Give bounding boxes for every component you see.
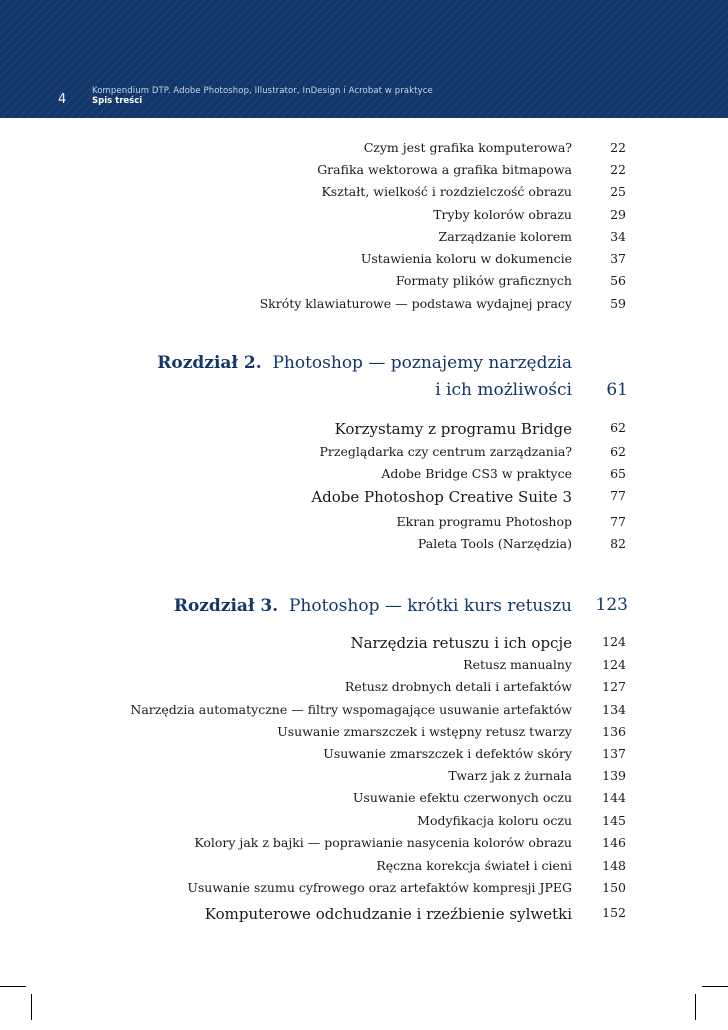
toc-entry — [0, 162, 728, 182]
toc-entry-title: Narzędzia retuszu i ich opcje — [350, 634, 572, 652]
toc-entry-title: Grafika wektorowa a grafika bitmapowa — [317, 162, 572, 177]
toc-entry-title: Kształt, wielkość i rozdzielczość obrazu — [321, 184, 572, 199]
toc-entry-page: 77 — [610, 514, 626, 529]
chapter-label: Rozdział 3. — [173, 596, 279, 616]
toc-entry-title: Usuwanie efektu czerwonych oczu — [352, 790, 572, 805]
toc-entry-title: Paleta Tools (Narzędzia) — [417, 536, 572, 551]
toc-entry-page: 124 — [602, 657, 626, 672]
toc-entry-title: Komputerowe odchudzanie i rzeźbienie sylwetki — [204, 905, 572, 923]
toc-entry-title: Ekran programu Photoshop — [396, 514, 572, 529]
toc-entry — [0, 835, 728, 855]
toc-entry — [0, 488, 728, 508]
toc-entry — [0, 702, 728, 722]
section-title: Spis treści — [92, 96, 143, 106]
toc-entry-title: Tryby kolorów obrazu — [433, 207, 572, 222]
toc-entry — [0, 880, 728, 900]
toc-entry-title: Skróty klawiaturowe — podstawa wydajnej pracy — [259, 296, 572, 311]
toc-entry-page: 56 — [610, 273, 626, 288]
toc-entry — [0, 536, 728, 556]
toc-entry — [0, 679, 728, 699]
toc-entry-title: Usuwanie zmarszczek i wstępny retusz twarzy — [277, 724, 572, 739]
toc-entry — [0, 724, 728, 744]
chapter-title: Photoshop — krótki kurs retuszu — [288, 596, 572, 616]
chapter-title: Photoshop — poznajemy narzędzia — [272, 353, 572, 373]
toc-entry-page: 124 — [602, 634, 626, 649]
toc-entry-title: Adobe Bridge CS3 w praktyce — [381, 466, 572, 481]
toc-entry — [0, 657, 728, 677]
toc-entry — [0, 790, 728, 810]
chapter-page: 123 — [595, 595, 628, 615]
toc-entry-page: 62 — [610, 444, 626, 459]
toc-entry-title: Formaty plików graficznych — [395, 273, 572, 288]
crop-mark — [695, 994, 696, 1020]
chapter-label: Rozdział 2. — [157, 353, 262, 373]
toc-entry — [0, 813, 728, 833]
toc-entry-page: 139 — [602, 768, 626, 783]
toc-entry-title: Modyfikacja koloru oczu — [417, 813, 572, 828]
toc-entry-page: 25 — [610, 184, 626, 199]
toc-entry-title: Kolory jak z bajki — poprawianie nasycenia kolorów obrazu — [194, 835, 572, 850]
toc-entry — [0, 420, 728, 440]
toc-entry-page: 134 — [602, 702, 626, 717]
toc-entry-page: 22 — [610, 140, 626, 155]
toc-entry-title: Twarz jak z żurnala — [448, 768, 572, 783]
toc-entry-page: 152 — [602, 905, 626, 920]
toc-entry — [0, 466, 728, 486]
crop-mark — [31, 994, 32, 1020]
crop-mark — [0, 986, 26, 987]
toc-entry — [0, 140, 728, 160]
toc-entry-page: 77 — [610, 488, 626, 503]
toc-entry-title: Usuwanie zmarszczek i defektów skóry — [323, 746, 572, 761]
toc-entry — [0, 207, 728, 227]
toc-entry-page: 137 — [602, 746, 626, 761]
toc-entry-title: Zarządzanie kolorem — [438, 229, 572, 244]
toc-entry-title: Usuwanie szumu cyfrowego oraz artefaktów kompresji JPEG — [187, 880, 572, 895]
toc-entry — [0, 229, 728, 249]
toc-entry-page: 59 — [610, 296, 626, 311]
toc-entry-title: Retusz manualny — [463, 657, 572, 672]
toc-entry-page: 146 — [602, 835, 626, 850]
toc-entry-title: Przeglądarka czy centrum zarządzania? — [319, 444, 572, 459]
toc-entry-page: 148 — [602, 858, 626, 873]
crop-mark — [702, 986, 728, 987]
chapter-page: 61 — [606, 380, 628, 400]
header-band — [0, 0, 728, 118]
toc-entry-page: 127 — [602, 679, 626, 694]
toc-entry-title: Adobe Photoshop Creative Suite 3 — [311, 488, 572, 506]
toc-entry-page: 136 — [602, 724, 626, 739]
toc-entry — [0, 768, 728, 788]
toc-entry-page: 22 — [610, 162, 626, 177]
toc-entry — [0, 905, 728, 925]
toc-entry-page: 62 — [610, 420, 626, 435]
toc-entry-page: 34 — [610, 229, 626, 244]
toc-entry-title: Narzędzia automatyczne — filtry wspomagające usuwanie artefaktów — [130, 702, 572, 717]
toc-entry-page: 37 — [610, 251, 626, 266]
toc-entry-page: 150 — [602, 880, 626, 895]
toc-entry-title: Ręczna korekcja świateł i cieni — [376, 858, 572, 873]
toc-entry-title: Czym jest grafika komputerowa? — [363, 140, 572, 155]
chapter-title-cont: i ich możliwości — [435, 380, 572, 400]
toc-entry-page: 65 — [610, 466, 626, 481]
running-title: Kompendium DTP. Adobe Photoshop, Illustrator, InDesign i Acrobat w praktyce — [92, 86, 433, 96]
toc-entry — [0, 296, 728, 316]
toc-entry — [0, 184, 728, 204]
toc-entry — [0, 746, 728, 766]
toc-entry-title: Korzystamy z programu Bridge — [334, 420, 572, 438]
toc-entry — [0, 444, 728, 464]
toc-entry-page: 145 — [602, 813, 626, 828]
toc-entry — [0, 634, 728, 654]
toc-entry-title: Retusz drobnych detali i artefaktów — [344, 679, 572, 694]
toc-entry — [0, 858, 728, 878]
toc-entry-page: 29 — [610, 207, 626, 222]
page-number: 4 — [58, 92, 67, 107]
toc-entry — [0, 514, 728, 534]
toc-entry-page: 82 — [610, 536, 626, 551]
toc-entry — [0, 273, 728, 293]
toc-entry — [0, 251, 728, 271]
toc-entry-title: Ustawienia koloru w dokumencie — [360, 251, 572, 266]
toc-entry-page: 144 — [602, 790, 626, 805]
